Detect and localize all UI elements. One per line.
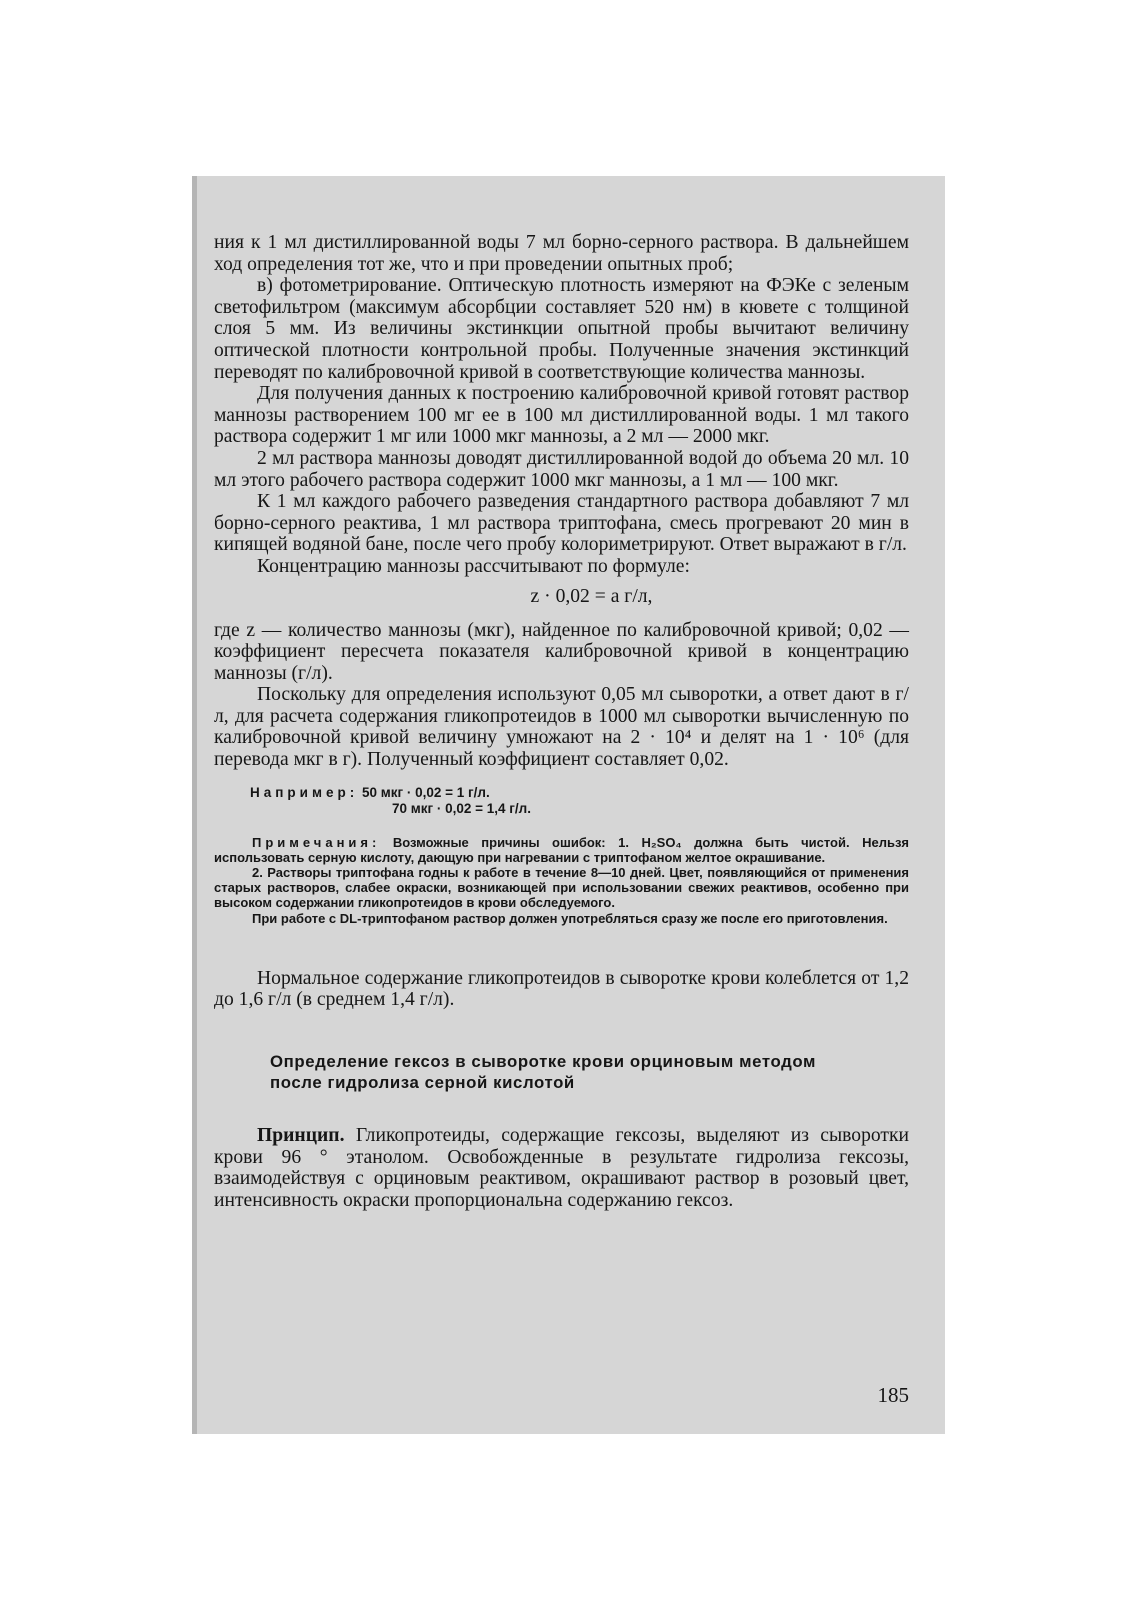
note-1-text: Возможные причины ошибок: 1. H₂SO₄ должна быть чистой. Нельзя использовать серную кислоту, дающую при нагревании с триптофаном желтое окрашивание. <box>214 834 909 865</box>
paragraph-normal-values: Нормальное содержание гликопротеидов в сыворотке крови колеблется от 1,2 до 1,6 г/л (в среднем 1,4 г/л). <box>214 967 909 1011</box>
paragraph-working-solution: 2 мл раствора маннозы доводят дистиллированной водой до объема 20 мл. 10 мл этого рабочего раствора содержит 1000 мкг маннозы, а 1 мл — 100 мкг. <box>214 447 909 491</box>
note-2: 2. Растворы триптофана годны к работе в течение 8—10 дней. Цвет, появляющийся от применения старых растворов, слабее окраски, возникающей при использовании свежих реактивов, особенно при высоком содержании гликопротеидов в крови обследуемого. <box>214 865 909 911</box>
principle-text: Гликопротеиды, содержащие гексозы, выделяют из сыворотки крови 96 ° этанолом. Освобожденные в результате гидролиза гексозы, взаимодействуя с орциновым реактивом, окрашивают раствор в розовый цвет, интенсивность окраски пропорциональна содержанию гексоз. <box>214 1125 909 1211</box>
notes-block <box>214 835 909 926</box>
paragraph-photometry: в) фотометрирование. Оптическую плотность измеряют на ФЭКе с зеленым светофильтром (максимум абсорбции составляет 520 нм) в кювете с толщиной слоя 5 мм. Из величины экстинкции опытной пробы вычитают величину оптической плотности контрольной пробы. Полученные значения экстинкций переводят по калибровочной кривой в соответствующие количества маннозы. <box>214 275 909 383</box>
paragraph-procedure: К 1 мл каждого рабочего разведения стандартного раствора добавляют 7 мл борно-серного реактива, 1 мл раствора триптофана, смесь прогревают 20 мин в кипящей водяной бане, после чего пробу колориметрируют. Ответ выражают в г/л. <box>214 491 909 556</box>
note-1 <box>214 835 909 865</box>
paragraph-calibration-solution: Для получения данных к построению калибровочной кривой готовят раствор маннозы растворением 100 мг ее в 100 мл дистиллированной воды. 1 мл такого раствора содержит 1 мг или 1000 мкг маннозы, а 2 мл — 2000 мкг. <box>214 383 909 448</box>
paragraph-principle <box>214 1125 909 1211</box>
paragraph-coefficient: Поскольку для определения используют 0,05 мл сыворотки, а ответ дают в г/л, для расчета содержания гликопротеидов в 1000 мл сыворотки вычисленную по калибровочной кривой величину умножают на 2 · 10⁴ и делят на 1 · 10⁶ (для перевода мкг в г). Полученный коэффициент составляет 0,02. <box>214 684 909 771</box>
book-page <box>192 176 945 1434</box>
formula: z · 0,02 = a г/л, <box>530 585 653 607</box>
example-line-1: 50 мкг · 0,02 = 1 г/л. <box>361 784 490 800</box>
example-label: Например: <box>250 784 359 800</box>
notes-label: Примечания: <box>252 834 381 850</box>
section-heading: Определение гексоз в сыворотке крови орциновым методом после гидролиза серной кислотой <box>270 1052 817 1093</box>
note-3: При работе с DL-триптофаном раствор должен употребляться сразу же после его приготовления. <box>252 910 888 926</box>
example-row-1 <box>250 785 909 801</box>
paragraph-formula-intro: Концентрацию маннозы рассчитывают по формуле: <box>257 555 690 577</box>
principle-label: Принцип. <box>257 1125 345 1147</box>
page-number: 185 <box>877 1383 909 1407</box>
paragraph-formula-explanation: где z — количество маннозы (мкг), найденное по калибровочной кривой; 0,02 — коэффициент пересчета показателя калибровочной кривой в концентрацию маннозы (г/л). <box>214 619 909 684</box>
example-block <box>250 785 909 817</box>
example-line-2: 70 мкг · 0,02 = 1,4 г/л. <box>392 800 532 816</box>
paragraph-continuation: ния к 1 мл дистиллированной воды 7 мл борно-серного раствора. В дальнейшем ход определения тот же, что и при проведении опытных проб; <box>214 232 909 275</box>
